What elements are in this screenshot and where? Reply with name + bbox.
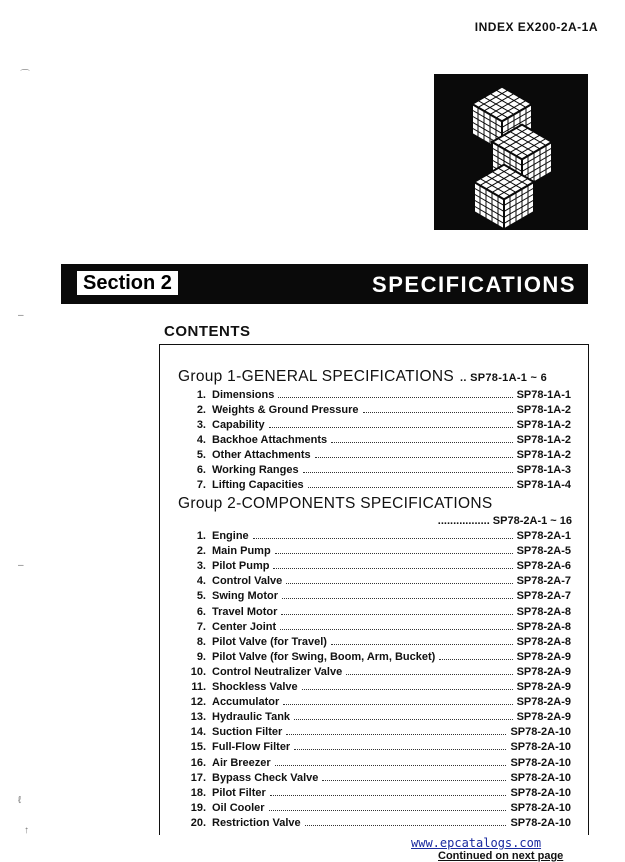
toc-item-number: 9. bbox=[196, 650, 206, 663]
toc-item-number: 5. bbox=[196, 590, 206, 603]
toc-item-number: 1. bbox=[196, 530, 206, 542]
toc-leader-dots bbox=[303, 463, 513, 473]
toc-item-ref: SP78-2A-1 bbox=[516, 530, 571, 542]
toc-item-title: Working Ranges bbox=[212, 464, 299, 476]
toc-leader-dots bbox=[294, 710, 513, 720]
toc-item-ref: SP78-1A-2 bbox=[516, 434, 571, 446]
toc-item-title: Suction Filter bbox=[212, 726, 283, 739]
toc-item-title: Backhoe Attachments bbox=[212, 434, 328, 446]
toc-leader-dots bbox=[273, 559, 512, 569]
toc-item-ref: SP78-2A-10 bbox=[510, 816, 571, 829]
group2-ref: ................. SP78-2A-1 ~ 16 bbox=[437, 515, 572, 527]
toc-item-title: Shockless Valve bbox=[212, 681, 298, 693]
toc-item[interactable] bbox=[178, 544, 571, 559]
toc-item-number: 20. bbox=[190, 816, 206, 829]
toc-leader-dots bbox=[270, 786, 507, 796]
toc-leader-dots bbox=[282, 589, 513, 599]
section-title: SPECIFICATIONS bbox=[372, 272, 576, 297]
toc-leader-dots bbox=[269, 418, 513, 428]
toc-leader-dots bbox=[281, 605, 512, 615]
toc-leader-dots bbox=[363, 403, 513, 413]
toc-leader-dots bbox=[286, 725, 506, 735]
toc-leader-dots bbox=[275, 756, 507, 766]
section-label: Section 2 bbox=[77, 271, 178, 295]
toc-item-title: Accumulator bbox=[212, 696, 280, 709]
toc-item-title: Restriction Valve bbox=[212, 816, 301, 829]
toc-item-ref: SP78-2A-10 bbox=[510, 741, 571, 754]
toc-item-number: 6. bbox=[196, 464, 206, 476]
toc-item-ref: SP78-2A-10 bbox=[510, 726, 571, 739]
toc-item[interactable] bbox=[178, 620, 571, 635]
toc-item[interactable] bbox=[178, 388, 571, 403]
toc-item-ref: SP78-2A-7 bbox=[516, 575, 571, 588]
toc-item-number: 5. bbox=[196, 449, 206, 461]
toc-item-ref: SP78-2A-8 bbox=[516, 635, 571, 648]
toc-item-number: 12. bbox=[190, 696, 206, 709]
toc-item-ref: SP78-2A-7 bbox=[516, 590, 571, 603]
toc-item-title: Other Attachments bbox=[212, 449, 311, 461]
toc-item-number: 16. bbox=[190, 756, 206, 769]
toc-item-title: Pilot Pump bbox=[212, 560, 270, 573]
toc-item-number: 17. bbox=[190, 771, 206, 784]
toc-item[interactable] bbox=[178, 680, 571, 695]
toc-item-number: 11. bbox=[191, 681, 206, 693]
toc-item-ref: SP78-2A-9 bbox=[516, 665, 571, 678]
toc-item-ref: SP78-2A-10 bbox=[510, 801, 571, 814]
toc-item-ref: SP78-2A-9 bbox=[516, 650, 571, 663]
toc-item-title: Full-Flow Filter bbox=[212, 741, 291, 754]
toc-item-ref: SP78-2A-10 bbox=[510, 771, 571, 784]
toc-item-title: Hydraulic Tank bbox=[212, 711, 291, 724]
toc-item-number: 2. bbox=[196, 545, 206, 558]
toc-item-title: Dimensions bbox=[212, 389, 275, 401]
toc-item-title: Main Pump bbox=[212, 545, 271, 558]
toc-item[interactable] bbox=[178, 574, 571, 589]
toc-item-ref: SP78-1A-2 bbox=[516, 404, 571, 416]
toc-item-title: Air Breezer bbox=[212, 756, 271, 769]
toc-item[interactable] bbox=[178, 433, 571, 448]
toc-item[interactable] bbox=[178, 529, 571, 544]
scan-mark: ↑ bbox=[24, 825, 29, 836]
toc-item-title: Control Valve bbox=[212, 575, 283, 588]
toc-item[interactable] bbox=[178, 403, 571, 418]
toc-item-title: Travel Motor bbox=[212, 605, 278, 618]
toc-item-ref: SP78-1A-3 bbox=[516, 464, 571, 476]
toc-item-ref: SP78-1A-1 bbox=[516, 389, 571, 401]
toc-item-number: 3. bbox=[196, 560, 206, 573]
toc-item[interactable] bbox=[178, 650, 571, 665]
scan-mark: – bbox=[18, 310, 24, 321]
toc-item[interactable] bbox=[178, 740, 571, 755]
toc-leader-dots bbox=[280, 620, 512, 630]
toc-item[interactable] bbox=[178, 756, 571, 771]
toc-item-ref: SP78-1A-4 bbox=[516, 479, 571, 491]
toc-item-ref: SP78-1A-2 bbox=[516, 419, 571, 431]
continued-note: Continued on next page bbox=[438, 850, 564, 862]
toc-item-number: 7. bbox=[196, 620, 206, 633]
toc-leader-dots bbox=[331, 433, 512, 443]
toc-item-title: Bypass Check Valve bbox=[212, 771, 319, 784]
toc-item-number: 13. bbox=[190, 711, 206, 724]
toc-leader-dots bbox=[286, 574, 512, 584]
toc-item-number: 19. bbox=[190, 801, 206, 814]
toc-item[interactable] bbox=[178, 589, 571, 604]
toc-item[interactable] bbox=[178, 605, 571, 620]
section-banner bbox=[61, 264, 588, 304]
toc-item[interactable] bbox=[178, 418, 571, 433]
toc-item-ref: SP78-1A-2 bbox=[516, 449, 571, 461]
toc-leader-dots bbox=[294, 740, 506, 750]
toc-item[interactable] bbox=[178, 665, 571, 680]
toc-item-number: 4. bbox=[196, 575, 206, 588]
toc-item[interactable] bbox=[178, 816, 571, 831]
toc-item[interactable] bbox=[178, 801, 571, 816]
toc-item-ref: SP78-2A-9 bbox=[516, 696, 571, 709]
group1-title: Group 1-GENERAL SPECIFICATIONS bbox=[178, 368, 455, 385]
scan-mark: ⌒ bbox=[20, 70, 30, 81]
toc-item[interactable] bbox=[178, 725, 571, 740]
toc-leader-dots bbox=[283, 695, 512, 705]
toc-item-ref: SP78-2A-8 bbox=[516, 620, 571, 633]
toc-leader-dots bbox=[253, 529, 513, 539]
toc-leader-dots bbox=[331, 635, 513, 645]
toc-item-ref: SP78-2A-10 bbox=[510, 786, 571, 799]
toc-leader-dots bbox=[315, 448, 513, 458]
toc-item-title: Center Joint bbox=[212, 620, 277, 633]
toc-item-ref: SP78-2A-6 bbox=[516, 560, 571, 573]
toc-item-title: Weights & Ground Pressure bbox=[212, 404, 359, 416]
toc-item-title: Swing Motor bbox=[212, 590, 278, 603]
toc-item-ref: SP78-2A-9 bbox=[516, 681, 571, 693]
toc-leader-dots bbox=[439, 650, 512, 660]
toc-leader-dots bbox=[322, 771, 506, 781]
toc-leader-dots bbox=[269, 801, 507, 811]
group2-title: Group 2-COMPONENTS SPECIFICATIONS bbox=[178, 495, 493, 512]
scan-mark: ℓ bbox=[18, 795, 22, 806]
toc-item-number: 6. bbox=[196, 605, 206, 618]
toc-item-title: Control Neutralizer Valve bbox=[212, 665, 343, 678]
toc-item-number: 10. bbox=[190, 665, 206, 678]
toc-item[interactable] bbox=[178, 771, 571, 786]
toc-item-title: Pilot Valve (for Swing, Boom, Arm, Bucket) bbox=[212, 650, 436, 663]
toc-leader-dots bbox=[275, 544, 513, 554]
toc-item[interactable] bbox=[178, 463, 571, 478]
scan-mark: – bbox=[18, 560, 24, 571]
toc-item-ref: SP78-2A-8 bbox=[516, 605, 571, 618]
toc-item-number: 3. bbox=[196, 419, 206, 431]
toc-item[interactable] bbox=[178, 635, 571, 650]
toc-item-number: 1. bbox=[196, 389, 206, 401]
toc-item[interactable] bbox=[178, 710, 571, 725]
toc-item-number: 18. bbox=[190, 786, 206, 799]
index-code: INDEX EX200-2A-1A bbox=[474, 20, 598, 34]
toc-item-number: 8. bbox=[196, 635, 206, 648]
toc-item-number: 2. bbox=[196, 404, 206, 416]
toc-leader-dots bbox=[302, 680, 513, 690]
watermark-link[interactable]: www.epcatalogs.com bbox=[411, 836, 542, 850]
group1-ref: .. SP78-1A-1 ~ 6 bbox=[460, 372, 548, 384]
toc-item-title: Oil Cooler bbox=[212, 801, 265, 814]
toc-item-title: Engine bbox=[212, 530, 249, 542]
toc-item[interactable] bbox=[178, 478, 571, 493]
toc-item[interactable] bbox=[178, 559, 571, 574]
toc-item-number: 14. bbox=[190, 726, 206, 739]
toc-item-title: Pilot Filter bbox=[212, 786, 266, 799]
toc-item[interactable] bbox=[178, 695, 571, 710]
group1-heading bbox=[178, 368, 547, 386]
toc-item-title: Capability bbox=[212, 419, 265, 431]
toc-item-ref: SP78-2A-9 bbox=[516, 711, 571, 724]
toc-item-ref: SP78-2A-10 bbox=[510, 756, 571, 769]
group2-heading bbox=[178, 495, 493, 513]
toc-item-title: Lifting Capacities bbox=[212, 479, 304, 491]
toc-item[interactable] bbox=[178, 448, 571, 463]
toc-leader-dots bbox=[305, 816, 507, 826]
toc-item-number: 4. bbox=[196, 434, 206, 446]
toc-item-number: 15. bbox=[190, 741, 206, 754]
toc-item[interactable] bbox=[178, 786, 571, 801]
toc-item-number: 7. bbox=[196, 479, 206, 491]
toc-leader-dots bbox=[346, 665, 512, 675]
toc-item-title: Pilot Valve (for Travel) bbox=[212, 635, 327, 648]
toc-leader-dots bbox=[308, 478, 513, 488]
contents-heading: CONTENTS bbox=[164, 323, 251, 340]
toc-item-ref: SP78-2A-5 bbox=[516, 545, 571, 558]
toc-leader-dots bbox=[278, 388, 512, 398]
company-logo bbox=[434, 74, 588, 230]
